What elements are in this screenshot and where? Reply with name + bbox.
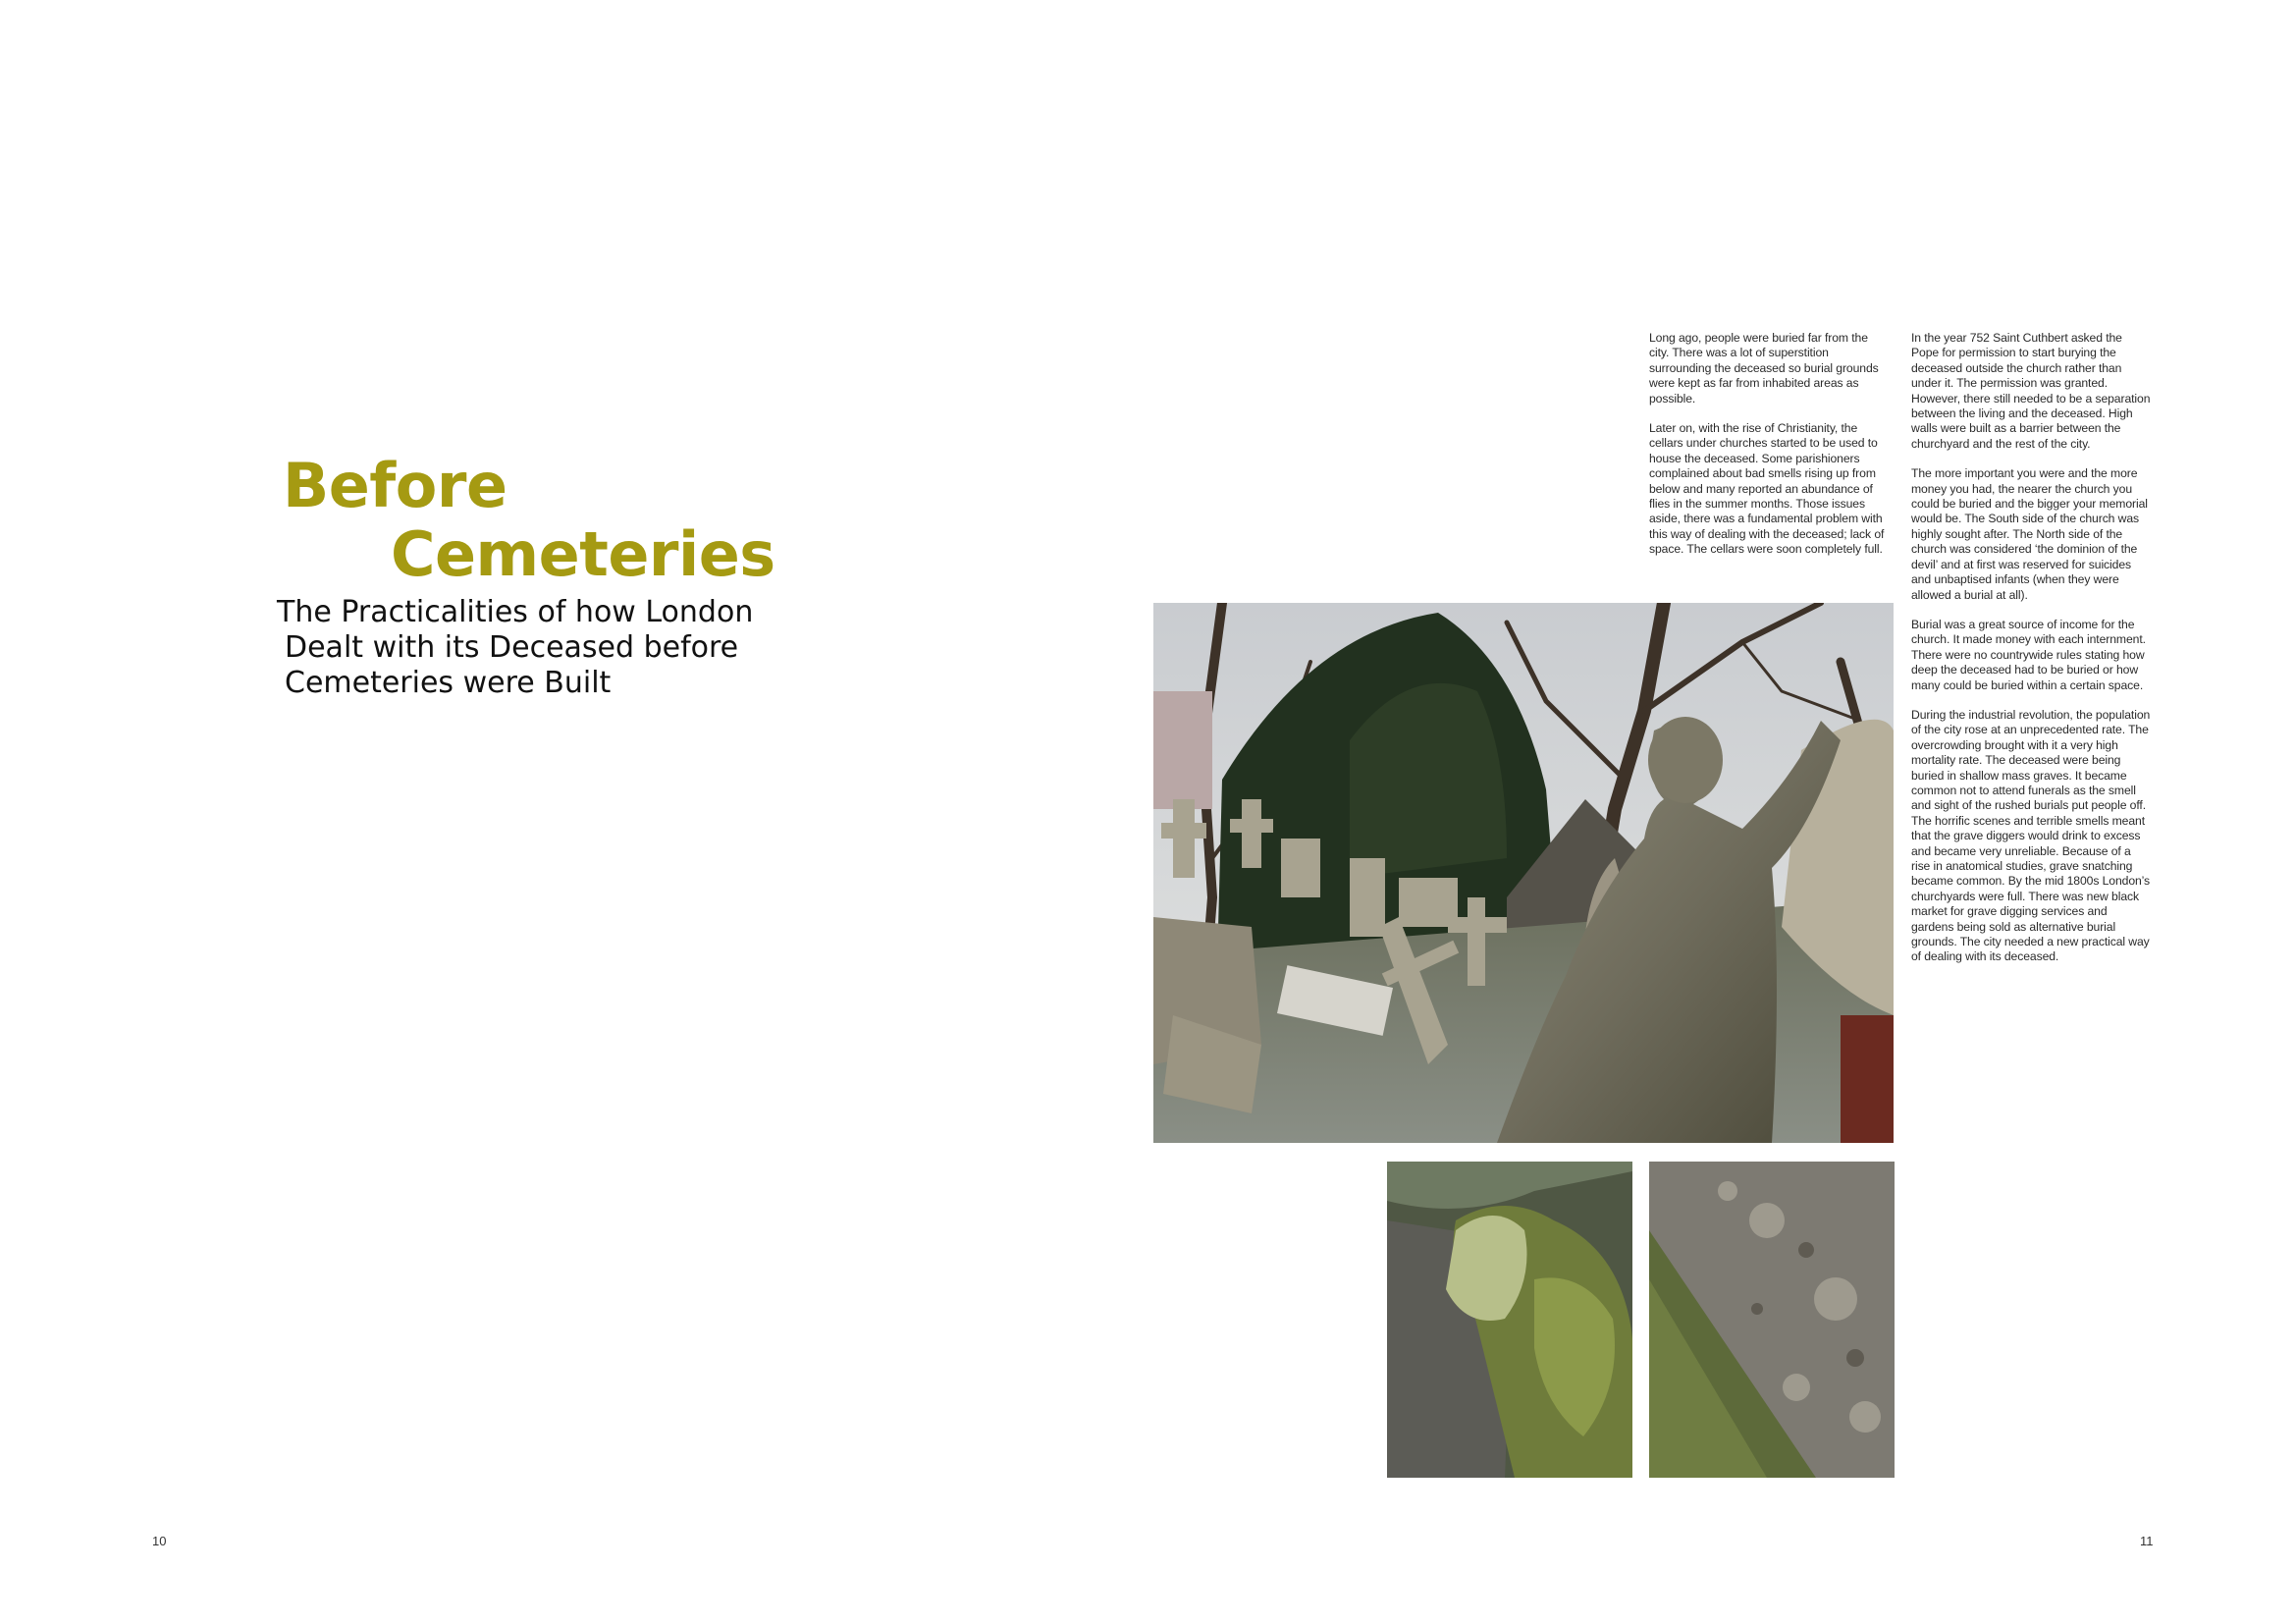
page-number-right: 11 (2140, 1534, 2154, 1548)
title-line-2: Cemeteries (391, 518, 775, 590)
subtitle-line-3: Cemeteries were Built (285, 666, 612, 700)
body-paragraph: During the industrial revolution, the population of the city rose at an unprecedented rate. The overcrowding brought with it a very high mortality rate. The deceased were being buried in shallow mass graves. It became common not to attend funerals as the smell and sight of the rushed burials put people off. The horrific scenes and terrible smells meant that the grave diggers would drink to excess and became very unreliable. Because of a rise in anatomical studies, grave snatching became common. By the mid 1800s London’s churchyards were full. There was new black market for grave digging services and gardens being sold as alternative burial grounds. The city needed a new practical way of dealing with its deceased. (1911, 707, 2151, 964)
moss-on-stone-photo (1387, 1162, 1632, 1478)
article-subtitle (277, 595, 753, 701)
body-paragraph: Long ago, people were buried far from the city. There was a lot of superstition surrounding the deceased so burial grounds were kept as far from inhabited areas as possible. (1649, 331, 1879, 406)
body-paragraph: The more important you were and the more money you had, the nearer the church you could be buried and the bigger your memorial would be. The South side of the church was highly sought after. The North side of the church was considered ‘the dominion of the devil’ and at first was reserved for suicides and unbaptised infants (when they were allowed a burial at all). (1911, 466, 2148, 602)
title-line-1: Before (283, 450, 507, 521)
body-paragraph: In the year 752 Saint Cuthbert asked the Pope for permission to start burying the deceased outside the church rather than under it. The permission was granted. However, there still needed to be a separation between the living and the deceased. High walls were built as a barrier between the churchyard and the rest of the city. (1911, 331, 2151, 451)
subtitle-line-2: Dealt with its Deceased before (285, 630, 739, 665)
body-paragraph: Later on, with the rise of Christianity, the cellars under churches started to be used to house the deceased. Some parishioners complained about bad smells rising up from below and many reported an abundance of flies in the summer months. Those issues aside, there was a fundamental problem with this way of dealing with the deceased; lack of space. The cellars were soon completely full. (1649, 421, 1885, 557)
body-column-1 (1649, 331, 1889, 572)
page-number-left: 10 (152, 1534, 167, 1548)
lichen-stone-photo (1649, 1162, 1895, 1478)
article-title (283, 452, 775, 589)
angel-statue-photo (1153, 603, 1894, 1143)
body-column-2 (1911, 331, 2151, 980)
subtitle-line-1: The Practicalities of how London (277, 595, 754, 629)
body-paragraph: Burial was a great source of income for the church. It made money with each internment. There were no countrywide rules stating how deep the deceased had to be buried or how many could be buried within a certain space. (1911, 617, 2146, 692)
